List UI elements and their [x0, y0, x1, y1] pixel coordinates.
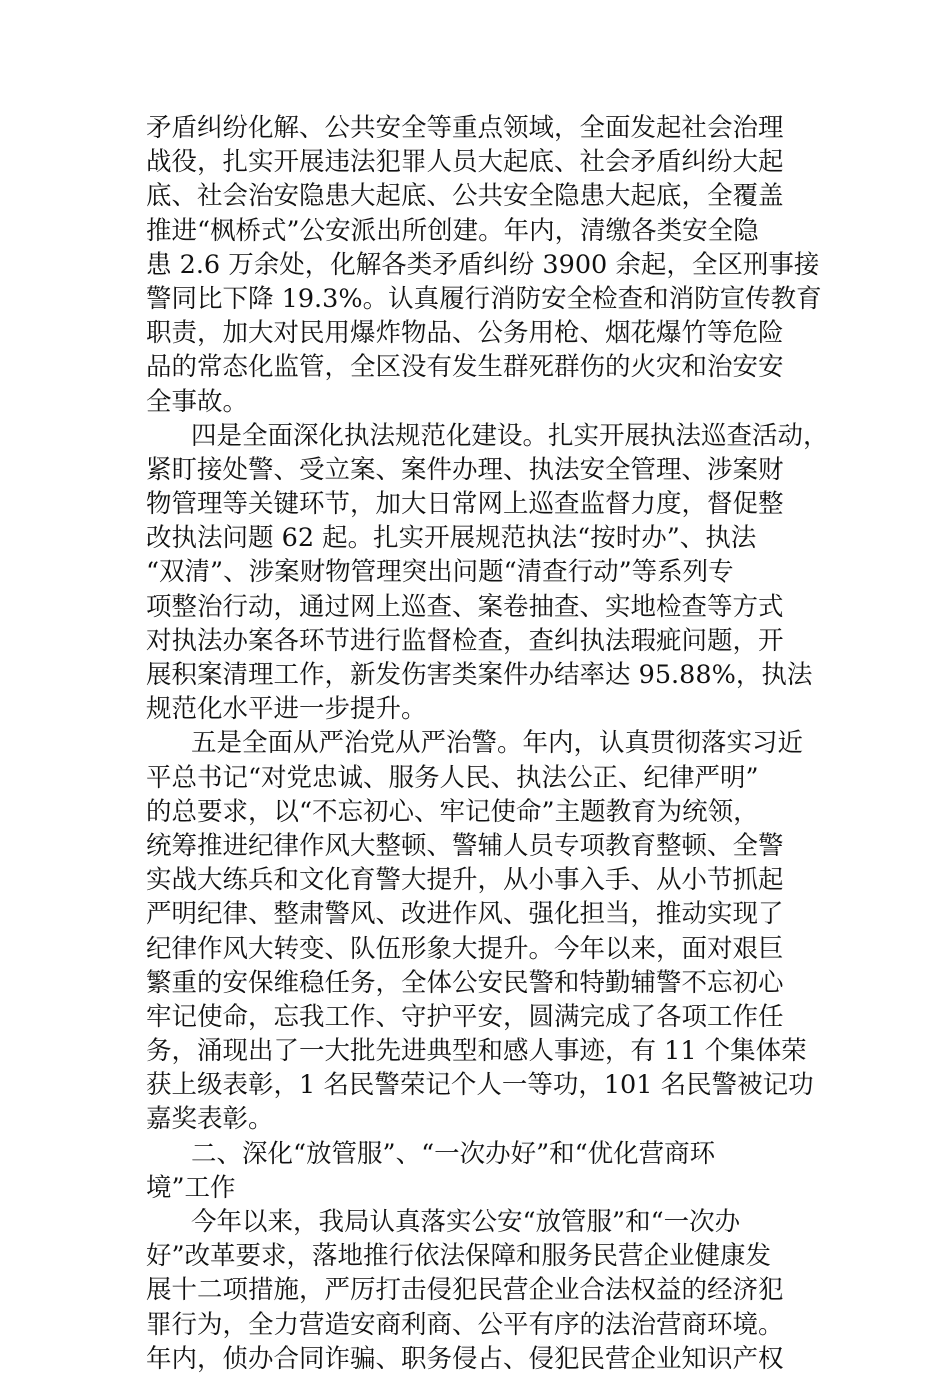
- text-line: 展积案清理工作，新发伤害类案件办结率达 95.88%，执法: [146, 660, 813, 690]
- text-line: 品的常态化监管，全区没有发生群死群伤的火灾和治安安: [146, 352, 784, 383]
- text-line: 的总要求，以“不忘初心、牢记使命”主题教育为统领，: [146, 796, 759, 827]
- text-line: 物管理等关键环节，加大日常网上巡查监督力度，督促整: [146, 489, 784, 520]
- text-line: 全事故。: [146, 386, 249, 417]
- paragraph-start-line: 五是全面从严治党从严治警。年内，认真贯彻落实习近: [191, 728, 804, 759]
- section-heading-line: 二、深化“放管服”、“一次办好”和“优化营商环: [191, 1138, 716, 1169]
- paragraph-start-line: 今年以来，我局认真落实公安“放管服”和“一次办: [191, 1207, 741, 1237]
- text-line: 平总书记“对党忠诚、服务人民、执法公正、纪律严明”: [146, 762, 759, 793]
- text-line: 牢记使命，忘我工作、守护平安，圆满完成了各项工作任: [146, 1001, 784, 1032]
- text-line: 好”改革要求，落地推行依法保障和服务民营企业健康发: [146, 1241, 772, 1272]
- text-line: 嘉奖表彰。: [146, 1104, 274, 1135]
- text-line: 年内，侦办合同诈骗、职务侵占、侵犯民营企业知识产权: [146, 1343, 784, 1374]
- text-line: 底、社会治安隐患大起底、公共安全隐患大起底，全覆盖: [146, 181, 784, 212]
- text-line: 严明纪律、整肃警风、改进作风、强化担当，推动实现了: [146, 899, 784, 930]
- text-line: 实战大练兵和文化育警大提升，从小事入手、从小节抓起: [146, 865, 784, 896]
- text-line: 紧盯接处警、受立案、案件办理、执法安全管理、涉案财: [146, 454, 784, 485]
- text-line: 纪律作风大转变、队伍形象大提升。今年以来，面对艰巨: [146, 933, 784, 964]
- text-line: 统筹推进纪律作风大整顿、警辅人员专项教育整顿、全警: [146, 830, 784, 861]
- text-line: 矛盾纠纷化解、公共安全等重点领域，全面发起社会治理: [146, 113, 784, 143]
- text-line: 警同比下降 19.3%。认真履行消防安全检查和消防宣传教育: [146, 283, 822, 314]
- text-line: 战役，扎实开展违法犯罪人员大起底、社会矛盾纠纷大起: [146, 147, 784, 178]
- text-line: 获上级表彰，1 名民警荣记个人一等功，101 名民警被记功: [146, 1070, 814, 1101]
- text-line: 推进“枫桥式”公安派出所创建。年内，清缴各类安全隐: [146, 215, 759, 246]
- text-line: 规范化水平进一步提升。: [146, 694, 427, 725]
- text-line: 罪行为，全力营造安商利商、公平有序的法治营商环境。: [146, 1309, 784, 1340]
- text-line: 对执法办案各环节进行监督检查，查纠执法瑕疵问题，开: [146, 625, 784, 656]
- text-line: 展十二项措施，严厉打击侵犯民营企业合法权益的经济犯: [146, 1275, 784, 1306]
- text-line: 项整治行动，通过网上巡查、案卷抽查、实地检查等方式: [146, 591, 784, 622]
- text-line: 改执法问题 62 起。扎实开展规范执法“按时办”、执法: [146, 523, 757, 554]
- text-line: 职责，加大对民用爆炸物品、公务用枪、烟花爆竹等危险: [146, 318, 784, 349]
- text-line: “双清”、涉案财物管理突出问题“清查行动”等系列专: [146, 557, 734, 588]
- paragraph-start-line: 四是全面深化执法规范化建设。扎实开展执法巡查活动，: [191, 420, 829, 451]
- document-body: [146, 111, 829, 1376]
- text-line: 患 2.6 万余处，化解各类矛盾纠纷 3900 余起，全区刑事接: [146, 249, 820, 280]
- section-heading-line: 境”工作: [146, 1172, 236, 1203]
- text-line: 务，涌现出了一大批先进典型和感人事迹，有 11 个集体荣: [146, 1036, 807, 1067]
- text-line: 繁重的安保维稳任务，全体公安民警和特勤辅警不忘初心: [146, 967, 784, 998]
